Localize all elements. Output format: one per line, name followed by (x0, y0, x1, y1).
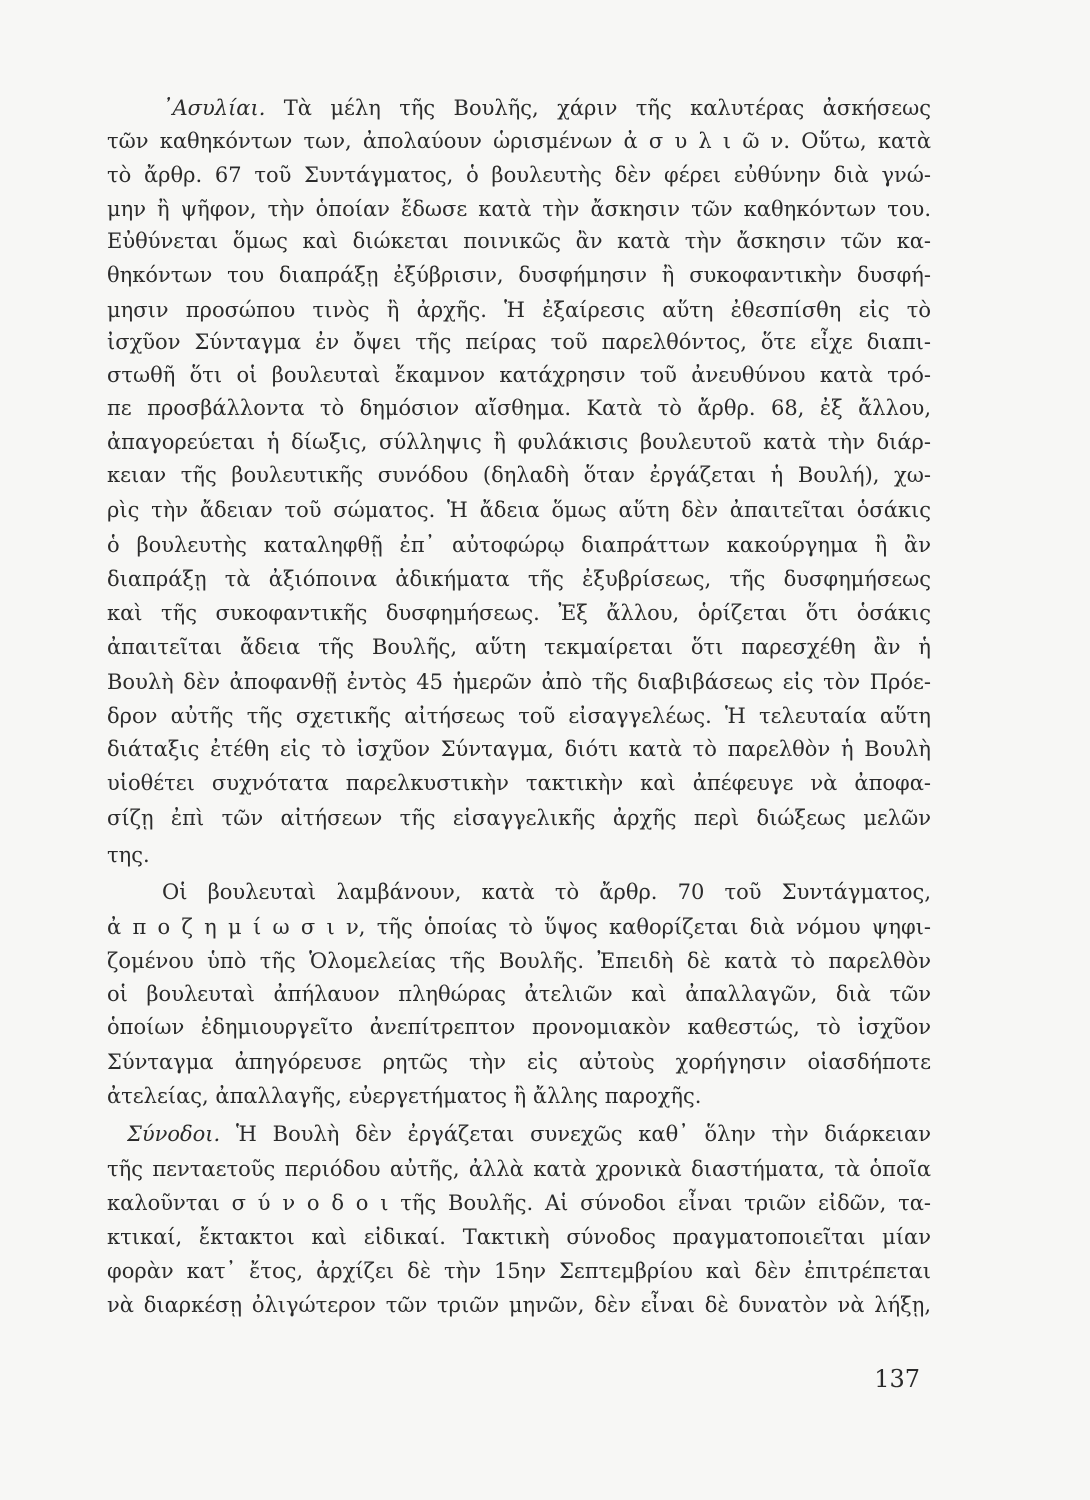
text-line: ἀτελείας, ἀπαλλαγῆς, εὐεργετήματος ἢ ἄλλης παροχῆς. (107, 1084, 702, 1108)
page-number: 137 (874, 1365, 920, 1393)
text-line: υἱοθέτει συχνότατα παρελκυστικὴν τακτικὴν καὶ ἀπέφευγε νὰ ἀποφα- (107, 771, 931, 795)
text-line: καλοῦνται σ ύ ν ο δ ο ι τῆς Βουλῆς. Αἱ σύνοδοι εἶναι τριῶν εἰδῶν, τα- (107, 1191, 931, 1215)
text-line: δρον αὐτῆς τῆς σχετικῆς αἰτήσεως τοῦ εἰσαγγελέως. Ἡ τελευταία αὕτη (107, 704, 931, 728)
text-line: κτικαί, ἔκτακτοι καὶ εἰδικαί. Τακτικὴ σύνοδος πραγματοποιεῖται μίαν (107, 1225, 931, 1249)
text-line: ἰσχῦον Σύνταγμα ἐν ὄψει τῆς πείρας τοῦ παρελθόντος, ὅτε εἶχε διαπι- (107, 330, 931, 354)
section-heading: Σύνοδοι. (127, 1122, 221, 1146)
text-line: Εὐθύνεται ὅμως καὶ διώκεται ποινικῶς ἂν κατὰ τὴν ἄσκησιν τῶν κα- (107, 229, 931, 253)
section-heading: ᾿Ασυλίαι. (162, 96, 266, 120)
text-line: πε προσβάλλοντα τὸ δημόσιον αἴσθημα. Κατὰ τὸ ἄρθρ. 68, ἐξ ἄλλου, (107, 396, 931, 420)
text-line: θηκόντων του διαπράξῃ ἐξύβρισιν, δυσφήμησιν ἢ συκοφαντικὴν δυσφή- (107, 263, 931, 287)
text-line: ὁποίων ἐδημιουργεῖτο ἀνεπίτρεπτον προνομιακὸν καθεστώς, τὸ ἰσχῦον (107, 1015, 931, 1039)
text-line: σίζῃ ἐπὶ τῶν αἰτήσεων τῆς εἰσαγγελικῆς ἀρχῆς περὶ διώξεως μελῶν (107, 806, 931, 830)
text-line: οἱ βουλευταὶ ἀπήλαυον πληθώρας ἀτελιῶν καὶ ἀπαλλαγῶν, διὰ τῶν (107, 982, 931, 1006)
text-line: διαπράξῃ τὰ ἀξιόποινα ἀδικήματα τῆς ἐξυβρίσεως, τῆς δυσφημήσεως (107, 567, 931, 591)
text-line: Σύνταγμα ἀπηγόρευσε ρητῶς τὴν εἰς αὐτοὺς χορήγησιν οἱασδήποτε (107, 1050, 931, 1074)
text-line: ᾿Ασυλίαι. Τὰ μέλη τῆς Βουλῆς, χάριν τῆς καλυτέρας ἀσκήσεως (162, 96, 931, 120)
text-line: Βουλὴ δὲν ἀποφανθῇ ἐντὸς 45 ἡμερῶν ἀπὸ τῆς διαβιβάσεως εἰς τὸν Πρόε- (107, 670, 931, 694)
text-line: νὰ διαρκέσῃ ὀλιγώτερον τῶν τριῶν μηνῶν, δὲν εἶναι δὲ δυνατὸν νὰ λήξῃ, (107, 1293, 931, 1317)
text-line: ὁ βουλευτὴς καταληφθῇ ἐπ᾿ αὐτοφώρῳ διαπράττων κακούργημα ἢ ἂν (107, 533, 931, 557)
text-line: μην ἢ ψῆφον, τὴν ὁποίαν ἔδωσε κατὰ τὴν ἄσκησιν τῶν καθηκόντων του. (107, 197, 931, 221)
text-line: διάταξις ἐτέθη εἰς τὸ ἰσχῦον Σύνταγμα, διότι κατὰ τὸ παρελθὸν ἡ Βουλὴ (107, 737, 931, 761)
text-line: φορὰν κατ᾿ ἔτος, ἀρχίζει δὲ τὴν 15ην Σεπτεμβρίου καὶ δὲν ἐπιτρέπεται (107, 1259, 931, 1283)
text-line: καὶ τῆς συκοφαντικῆς δυσφημήσεως. Ἐξ ἄλλου, ὁρίζεται ὅτι ὁσάκις (107, 601, 931, 625)
text-line: Οἱ βουλευταὶ λαμβάνουν, κατὰ τὸ ἄρθρ. 70 τοῦ Συντάγματος, (162, 880, 931, 904)
text-line: ρὶς τὴν ἄδειαν τοῦ σώματος. Ἡ ἄδεια ὅμως αὕτη δὲν ἀπαιτεῖται ὁσάκις (107, 498, 931, 522)
text-line: ἀ π ο ζ η μ ί ω σ ι ν, τῆς ὁποίας τὸ ὕψος καθορίζεται διὰ νόμου ψηφι- (107, 915, 931, 939)
text-line: τὸ ἄρθρ. 67 τοῦ Συντάγματος, ὁ βουλευτὴς δὲν φέρει εὐθύνην διὰ γνώ- (107, 163, 931, 187)
text-line: Σύνοδοι. Ἡ Βουλὴ δὲν ἐργάζεται συνεχῶς καθ᾿ ὅλην τὴν διάρκειαν (127, 1122, 931, 1146)
text-line: τῶν καθηκόντων των, ἀπολαύουν ὡρισμένων ἀ σ υ λ ι ῶ ν. Οὕτω, κατὰ (107, 129, 931, 153)
text-line: τῆς πενταετοῦς περιόδου αὐτῆς, ἀλλὰ κατὰ χρονικὰ διαστήματα, τὰ ὁποῖα (107, 1157, 931, 1181)
text-line: ζομένου ὑπὸ τῆς Ὁλομελείας τῆς Βουλῆς. Ἐπειδὴ δὲ κατὰ τὸ παρελθὸν (107, 949, 931, 973)
text-line: ἀπαιτεῖται ἄδεια τῆς Βουλῆς, αὕτη τεκμαίρεται ὅτι παρεσχέθη ἂν ἡ (107, 635, 931, 659)
text-line: κειαν τῆς βουλευτικῆς συνόδου (δηλαδὴ ὅταν ἐργάζεται ἡ Βουλή), χω- (107, 463, 931, 487)
text-line: ἀπαγορεύεται ἡ δίωξις, σύλληψις ἢ φυλάκισις βουλευτοῦ κατὰ τὴν διάρ- (107, 430, 931, 454)
text-line: μησιν προσώπου τινὸς ἢ ἀρχῆς. Ἡ ἐξαίρεσις αὕτη ἐθεσπίσθη εἰς τὸ (107, 298, 931, 322)
text-line: της. (107, 843, 150, 867)
text-line: στωθῆ ὅτι οἱ βουλευταὶ ἔκαμνον κατάχρησιν τοῦ ἀνευθύνου κατὰ τρό- (107, 363, 931, 387)
